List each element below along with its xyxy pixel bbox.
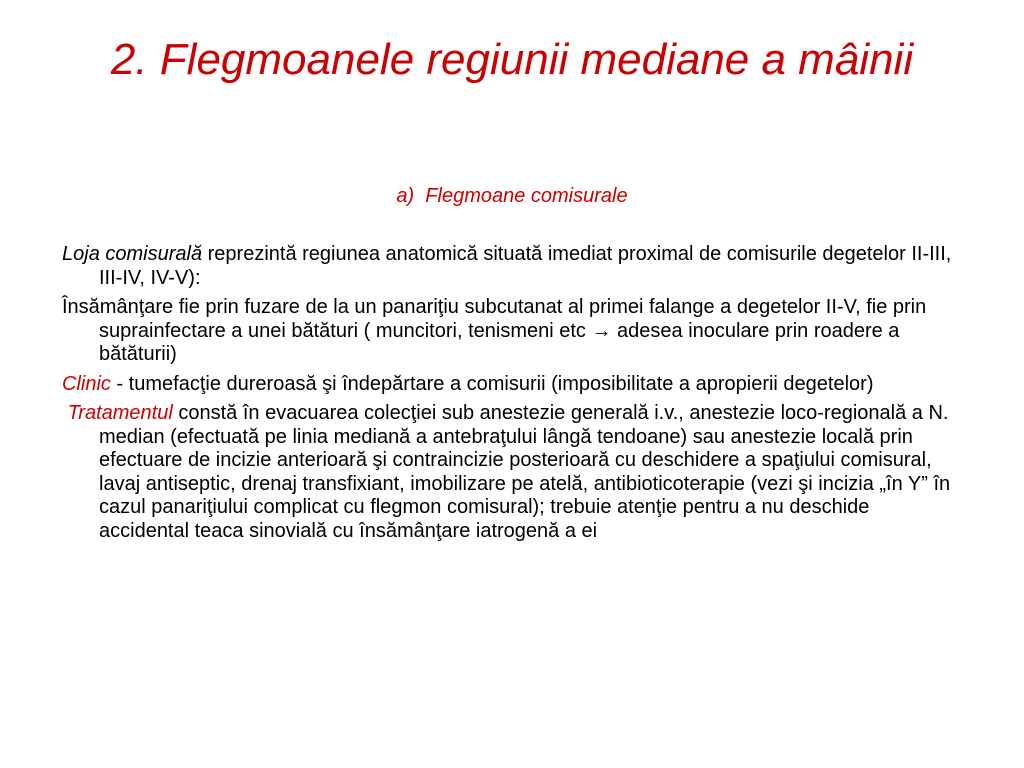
- paragraph-text: reprezintă regiunea anatomică situată imediat proximal de comisurile degetelor II-III, III-IV, IV-V):: [99, 243, 952, 289]
- slide-body: [62, 243, 962, 549]
- paragraph-insamantare: [62, 296, 962, 367]
- paragraph-lead: Tratamentul: [67, 402, 173, 424]
- slide-subtitle: a) Flegmoane comisurale: [396, 185, 628, 207]
- paragraph-text: Însămânţare fie prin fuzare de la un panariţiu subcutanat al primei falange a degetelor II-V, fie prin suprainfectare a unei bătături ( muncitori, tenismeni etc → adesea inoculare prin roadere a bătăturii): [62, 296, 927, 365]
- slide-title: 2. Flegmoanele regiunii mediane a mâinii: [110, 35, 914, 84]
- paragraph-clinic: [62, 373, 962, 397]
- paragraph-loja-comisurala: [62, 243, 962, 290]
- paragraph-text: - tumefacţie dureroasă şi îndepărtare a comisurii (imposibilitate a apropierii degetelor): [110, 372, 874, 395]
- paragraph-lead: Loja comisurală: [62, 243, 203, 265]
- paragraph-text: constă în evacuarea colecţiei sub anestezie generală i.v., anestezie loco-regională a N. median (efectuată pe linia mediană a antebraţului lângă tendoane) sau anestezie locală prin efectuare de incizie anterioară şi contraincizie posterioară cu deschidere a spaţiului comisural, lavaj antiseptic, drenaj transfixiant, imobilizare pe atelă, antibioticoterapie (vezi şi incizia „în Y” în cazul panariţiului complicat cu flegmon comisural); trebuie atenţie pentru a nu deschide accidental teaca sinovială cu însămânţare iatrogenă a ei: [99, 402, 951, 542]
- paragraph-lead: Clinic: [62, 372, 111, 395]
- paragraph-tratamentul: [62, 402, 962, 543]
